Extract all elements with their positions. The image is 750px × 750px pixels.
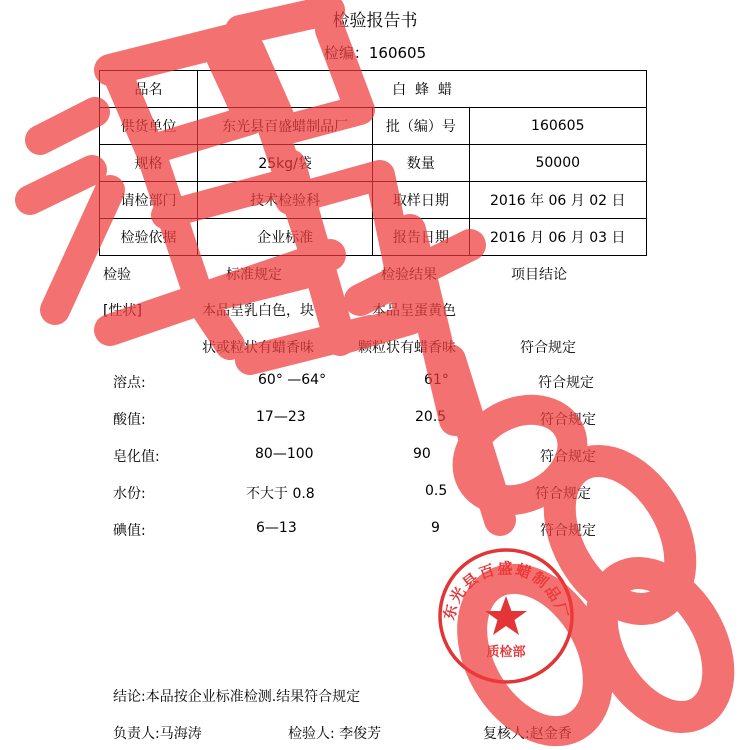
official-stamp (434, 544, 578, 688)
stamp-dept: 质检部 (486, 645, 526, 660)
row-standard: 17—23 (256, 409, 306, 425)
appearance-standard-line1: 本品呈乳白色，块 (202, 303, 314, 319)
document-number: 检编：160605 (323, 44, 427, 62)
table-row (100, 145, 647, 182)
responsible-signature: 负责人:马海涛 (113, 726, 202, 742)
header-item: 检验 (103, 267, 131, 283)
header-result: 检验结果 (381, 267, 437, 283)
batch-value: 160605 (469, 108, 646, 145)
row-item: 碘值: (113, 523, 146, 539)
row-conclusion: 符合规定 (538, 375, 594, 391)
star-icon (485, 596, 527, 635)
report-date-value: 2016 月 06 月 03 日 (469, 219, 646, 256)
table-row (100, 182, 647, 219)
row-item: 溶点: (113, 375, 146, 391)
quantity-value: 50000 (469, 145, 646, 182)
spec-value: 25kg/袋 (197, 145, 372, 182)
sample-date-value: 2016 年 06 月 02 日 (469, 182, 646, 219)
header-standard: 标准规定 (226, 267, 282, 283)
table-row (100, 219, 647, 256)
row-standard: 6—13 (256, 520, 297, 536)
appearance-result-line1: 本品呈蛋黄色 (372, 303, 456, 319)
basis-label: 检验依据 (100, 219, 198, 256)
supplier-value: 东光县百盛蜡制品厂 (197, 108, 372, 145)
table-row (100, 108, 647, 145)
row-conclusion: 符合规定 (540, 412, 596, 428)
quantity-label: 数量 (373, 145, 469, 182)
reviewer-signature: 复核人:赵金香 (483, 726, 572, 742)
row-standard: 不大于 0.8 (246, 486, 315, 502)
row-conclusion: 符合规定 (535, 486, 591, 502)
conclusion-text: 结论:本品按企业标准检测.结果符合规定 (113, 689, 361, 705)
department-value: 技术检验科 (197, 182, 372, 219)
stamp-arc-text: 东光县百盛蜡制品厂 (440, 559, 572, 622)
report-date-label: 报告日期 (373, 219, 469, 256)
inspector-signature: 检验人: 李俊芳 (288, 726, 382, 742)
supplier-label: 供货单位 (100, 108, 198, 145)
row-standard: 60° —64° (258, 372, 327, 388)
appearance-label: [性状] (103, 303, 142, 319)
product-value: 白 蜂 蜡 (197, 71, 646, 108)
row-conclusion: 符合规定 (540, 449, 596, 465)
appearance-standard-line2: 状或粒状有蜡香味 (202, 340, 314, 356)
row-item: 水份: (113, 486, 146, 502)
row-item: 酸值: (113, 412, 146, 428)
batch-label: 批（编）号 (373, 108, 469, 145)
row-result: 20.5 (415, 409, 447, 425)
report-title: 检验报告书 (332, 11, 418, 31)
product-label: 品名 (100, 71, 198, 108)
appearance-result-line2: 颗粒状有蜡香味 (358, 340, 456, 356)
row-standard: 80—100 (255, 446, 314, 462)
spec-label: 规格 (100, 145, 198, 182)
row-result: 0.5 (425, 483, 448, 499)
table-row (100, 71, 647, 108)
basis-value: 企业标准 (197, 219, 372, 256)
sample-date-label: 取样日期 (373, 182, 469, 219)
header-conclusion: 项目结论 (511, 267, 567, 283)
row-result: 9 (431, 520, 440, 536)
row-conclusion: 符合规定 (540, 523, 596, 539)
department-label: 请检部门 (100, 182, 198, 219)
info-table (99, 70, 647, 256)
row-item: 皂化值: (113, 449, 160, 465)
row-result: 61° (424, 372, 449, 388)
row-result: 90 (413, 446, 431, 462)
appearance-conclusion: 符合规定 (520, 340, 576, 356)
